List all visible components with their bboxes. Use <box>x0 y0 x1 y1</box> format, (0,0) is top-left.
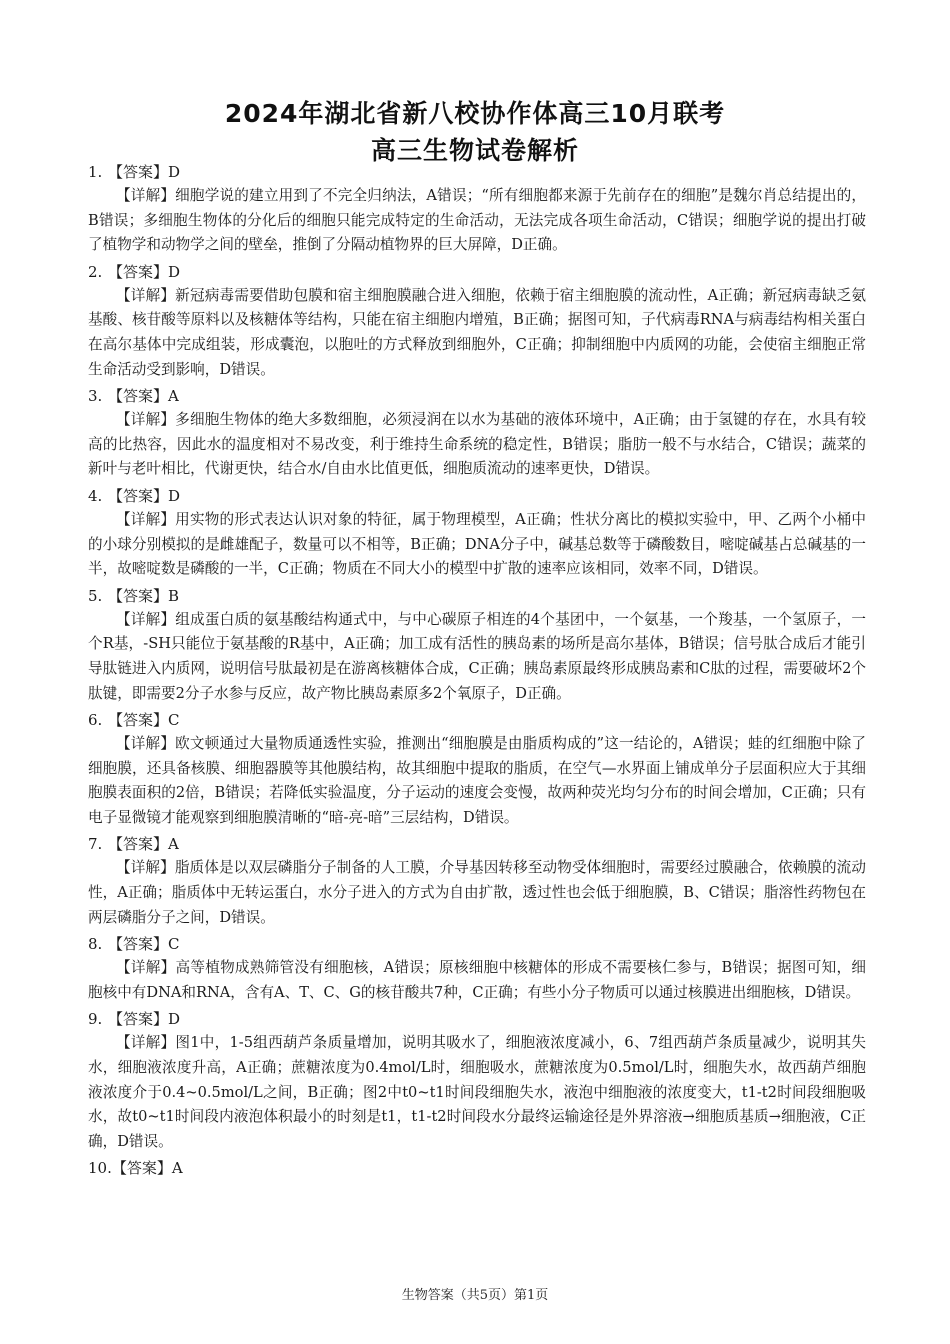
question-item-10 <box>88 1156 866 1180</box>
question-item-3 <box>88 384 866 482</box>
answer-line <box>88 1007 866 1031</box>
explanation-text: 【详解】新冠病毒需要借助包膜和宿主细胞膜融合进入细胞，依赖于宿主细胞膜的流动性，A正确；新冠病毒缺乏氨基酸、核苷酸等原料以及核糖体等结构，只能在宿主细胞内增殖，B正确；据图可知，子代病毒RNA与病毒结构相关蛋白在高尔基体中完成组装，形成囊泡，以胞吐的方式释放到细胞外，C正确；抑制细胞中内质网的功能，会使宿主细胞正常生命活动受到影响，D错误。 <box>88 286 866 378</box>
answer-line <box>88 260 866 284</box>
document-subtitle: 高三生物试卷解析 <box>370 136 579 165</box>
explanation-text: 【详解】细胞学说的建立用到了不完全归纳法，A错误；“所有细胞都来源于先前存在的细胞”是魏尔肖总结提出的，B错误；多细胞生物体的分化后的细胞只能完成特定的生命活动，无法完成各项生命活动，C错误；细胞学说的提出打破了植物学和动物学之间的壁垒，推倒了分隔动植物界的巨大屏障，D正确。 <box>88 187 866 254</box>
question-number: 7. <box>88 835 103 854</box>
explanation-text: 【详解】图1中，1-5组西葫芦条质量增加，说明其吸水了，细胞液浓度减小，6、7组西葫芦条质量减少，说明其失水，细胞液浓度升高，A正确；蔗糖浓度为0.4mol/L时，细胞吸水，蔗糖浓度为0.5mol/L时，细胞失水，故西葫芦细胞液浓度介于0.4~0.5mol/L之间，B正确；图2中t0~t1时间段细胞失水，液泡中细胞液的浓度变大，t1-t2时间段细胞吸水，故t0~t1时间段内液泡体积最小的时刻是t1，t1-t2时间段水分最终运输途径是外界溶液→细胞质基质→细胞液，C正确，D错误。 <box>88 1034 866 1150</box>
answer-label: 【答案】D <box>108 262 181 281</box>
explanation-text: 【详解】用实物的形式表达认识对象的特征，属于物理模型，A正确；性状分离比的模拟实验中，甲、乙两个小桶中的小球分别模拟的是雌雄配子，数量可以不相等，B正确；DNA分子中，碱基总数等于磷酸数目，嘧啶碱基占总碱基的一半，故嘧啶数是磷酸的一半，C正确；物质在不同大小的模型中扩散的速率应该相同，效率不同，D错误。 <box>88 510 866 578</box>
question-item-8 <box>88 932 866 1005</box>
explanation-text: 【详解】欧文顿通过大量物质通透性实验，推测出“细胞膜是由脂质构成的”这一结论的，A错误；蛙的红细胞中除了细胞膜，还具备核膜、细胞器膜等其他膜结构，故其细胞中提取的脂质，在空气—水界面上铺成单分子层面积应大于其细胞膜表面积的2倍，B错误；若降低实验温度，分子运动的速度会变慢，故两种荧光均匀分布的时间会增加，C正确；只有电子显微镜才能观察到细胞膜清晰的“暗-亮-暗”三层结构，D错误。 <box>88 735 866 826</box>
explanation-text: 【详解】多细胞生物体的绝大多数细胞，必须浸润在以水为基础的液体环境中，A正确；由于氢键的存在，水具有较高的比热容，因此水的温度相对不易改变，利于维持生命系统的稳定性，B错误；脂肪一般不与水结合，C错误；蔬菜的新叶与老叶相比，代谢更快，结合水/自由水比值更低，细胞质流动的速率更快，D错误。 <box>88 411 866 478</box>
question-number: 2. <box>88 262 103 281</box>
answer-line <box>88 160 866 184</box>
answer-line <box>88 832 866 856</box>
question-item-6 <box>88 708 866 830</box>
question-number: 3. <box>88 387 103 406</box>
answer-line <box>88 932 866 956</box>
answer-line <box>88 708 866 732</box>
answer-label: 【答案】D <box>108 163 181 181</box>
document-title: 2024年湖北省新八校协作体高三10月联考 <box>224 99 726 128</box>
answer-label: 【答案】A <box>111 1159 183 1178</box>
question-item-1 <box>88 160 866 258</box>
question-number: 1. <box>88 163 103 181</box>
question-number: 10. <box>88 1159 112 1178</box>
answer-label: 【答案】D <box>108 1010 181 1029</box>
page-footer: 生物答案（共5页）第1页 <box>401 1288 549 1303</box>
answer-label: 【答案】D <box>108 486 181 505</box>
question-item-5 <box>88 584 866 706</box>
question-number: 8. <box>88 935 103 954</box>
answer-label: 【答案】B <box>108 586 180 605</box>
answer-line <box>88 484 866 508</box>
question-item-7 <box>88 832 866 930</box>
question-number: 9. <box>88 1010 103 1029</box>
explanation-text: 【详解】脂质体是以双层磷脂分子制备的人工膜，介导基因转移至动物受体细胞时，需要经过膜融合，依赖膜的流动性，A正确；脂质体中无转运蛋白，水分子进入的方式为自由扩散，透过性也会低于细胞膜，B、C错误；脂溶性药物包在两层磷脂分子之间，D错误。 <box>88 859 866 926</box>
answer-label: 【答案】A <box>108 835 179 854</box>
question-item-2 <box>88 260 866 382</box>
question-item-9 <box>88 1007 866 1154</box>
answer-line <box>88 1156 866 1180</box>
answer-label: 【答案】A <box>108 387 179 406</box>
answer-list <box>88 160 866 1182</box>
explanation-text: 【详解】高等植物成熟筛管没有细胞核，A错误；原核细胞中核糖体的形成不需要核仁参与，B错误；据图可知，细胞核中有DNA和RNA，含有A、T、C、G的核苷酸共7种，C正确；有些小分子物质可以通过核膜进出细胞核，D错误。 <box>88 959 866 1001</box>
question-number: 6. <box>88 711 103 730</box>
explanation-text: 【详解】组成蛋白质的氨基酸结构通式中，与中心碳原子相连的4个基团中，一个氨基，一个羧基，一个氢原子，一个R基，-SH只能位于氨基酸的R基中，A正确；加工成有活性的胰岛素的场所是高尔基体，B错误；信号肽合成后才能引导肽链进入内质网，说明信号肽最初是在游离核糖体合成，C正确；胰岛素原最终形成胰岛素和C肽的过程，需要破坏2个肽键，即需要2分子水参与反应，故产物比胰岛素原多2个氧原子，D正确。 <box>88 610 866 702</box>
question-number: 5. <box>88 586 103 605</box>
answer-label: 【答案】C <box>108 711 180 730</box>
question-number: 4. <box>88 486 103 505</box>
answer-line <box>88 584 866 608</box>
answer-label: 【答案】C <box>108 935 180 954</box>
answer-line <box>88 384 866 408</box>
question-item-4 <box>88 484 866 582</box>
